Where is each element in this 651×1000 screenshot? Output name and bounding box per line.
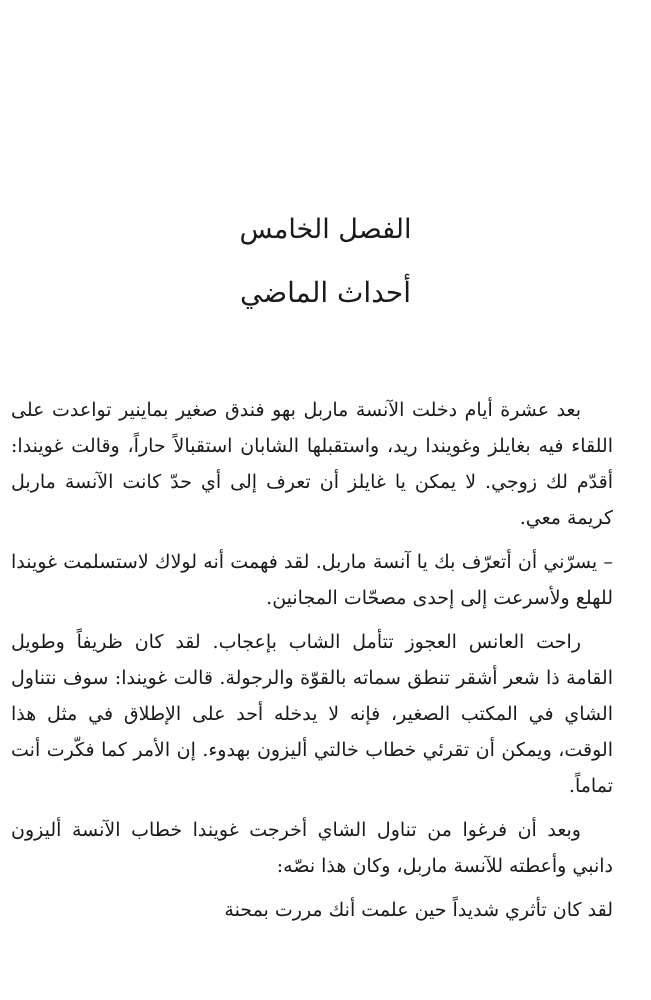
paragraph-5: لقد كان تأثري شديداً حين علمت أنك مررت بمحنة: [224, 899, 613, 921]
paragraph-2: – يسرّني أن أتعرّف بك يا آنسة ماربل. لقد فهمت أنه لولاك لاستسلمت غويندا للهلع ولأسرعت إلى إحدى مصحّات المجانين.: [11, 551, 613, 609]
paragraph-4: وبعد أن فرغوا من تناول الشاي أخرجت غويندا خطاب الآنسة أليزون دانبي وأعطته للآنسة ماربل، وكان هذا نصّه:: [11, 819, 613, 877]
paragraph-1: بعد عشرة أيام دخلت الآنسة ماربل بهو فندق صغير بماينير تواعدت على اللقاء فيه بغايلز وغويندا ريد، واستقبلها الشابان استقبالاً حاراً، وقالت غويندا: أقدّم لك زوجي. لا يمكن يا غايلز أن تعرف إلى أي حدّ كانت الآنسة ماربل كريمة معي.: [11, 399, 613, 529]
chapter-subtitle: أحداث الماضي: [240, 276, 411, 309]
paragraph-3: راحت العانس العجوز تتأمل الشاب بإعجاب. لقد كان ظريفاً وطويل القامة ذا شعر أشقر تنطق سماته بالقوّة والرجولة. قالت غويندا: سوف نتناول الشاي في المكتب الصغير، فإنه لا يدخله أحد على الإطلاق في مثل هذا الوقت، ويمكن أن تقرئي خطاب خالتي أليزون بهدوء. إن الأمر كما فكّرت أنت تماماً.: [11, 631, 613, 797]
chapter-title: الفصل الخامس: [239, 214, 412, 245]
chapter-body: [11, 392, 613, 936]
